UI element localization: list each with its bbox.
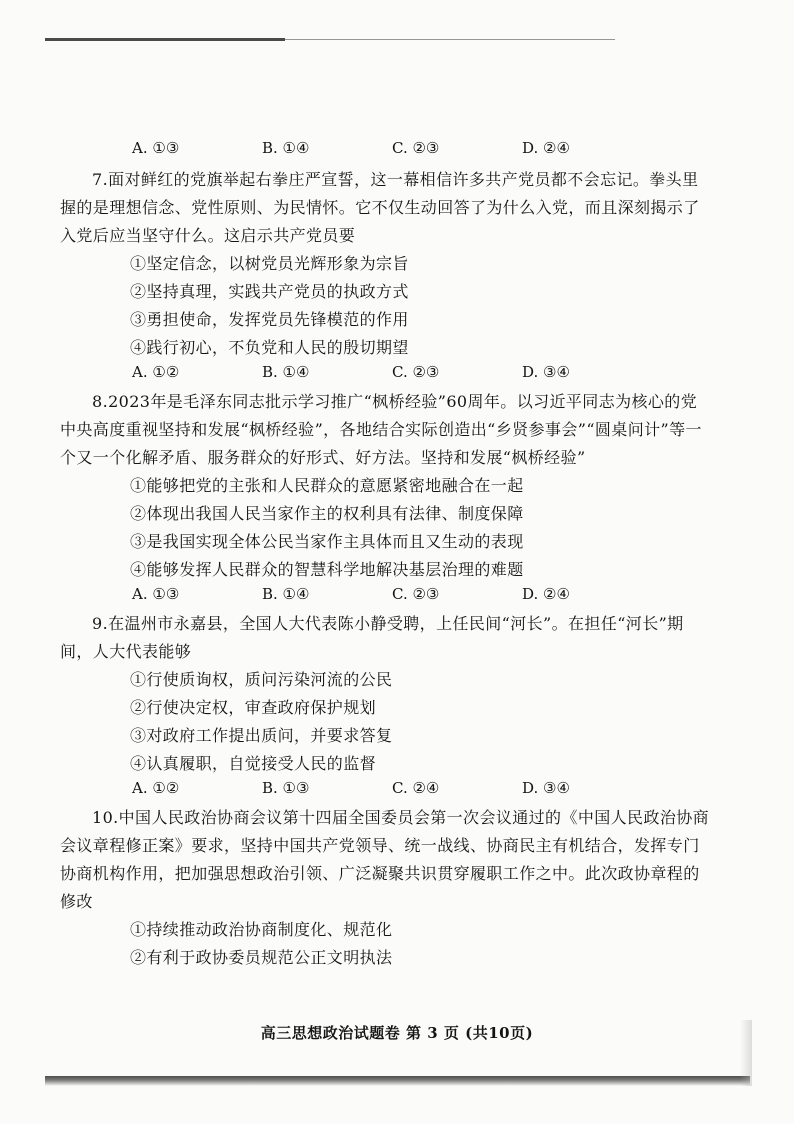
q7-item-3: ③勇担使命，发挥党员先锋模范的作用 (130, 310, 409, 329)
option-a: A. ①③ (132, 585, 180, 603)
option-a: A. ①② (132, 363, 180, 381)
option-a: A. ①② (132, 779, 180, 797)
q8-item-2: ②体现出我国人民当家作主的权利具有法律、制度保障 (130, 504, 524, 523)
q6-options (132, 138, 710, 158)
q8-item-4: ④能够发挥人民群众的智慧科学地解决基层治理的难题 (130, 560, 524, 579)
q9-options (132, 778, 710, 798)
option-c: C. ②③ (392, 585, 440, 603)
q9-stem: 9.在温州市永嘉县，全国人大代表陈小静受聘，上任民间“河长”。在担任“河长”期间，人大代表能够 (60, 614, 684, 661)
q7-stem: 7.面对鲜红的党旗举起右拳庄严宣誓，这一幕相信许多共产党员都不会忘记。拳头里握的是理想信念、党性原则、为民情怀。它不仅生动回答了为什么入党，而且深刻揭示了入党后应当坚守什么。这启示共产党员要 (60, 170, 700, 245)
q8-item-3: ③是我国实现全体公民当家作主具体而且又生动的表现 (130, 532, 524, 551)
option-d: D. ②④ (522, 585, 570, 603)
q7-item-2: ②坚持真理，实践共产党员的执政方式 (130, 282, 409, 301)
q9-item-2: ②行使决定权，审查政府保护规划 (130, 698, 377, 717)
q7-item-4: ④践行初心，不负党和人民的殷切期望 (130, 338, 409, 357)
q8-options (132, 584, 710, 604)
top-rule (45, 38, 285, 41)
q9-item-3: ③对政府工作提出质问，并要求答复 (130, 726, 393, 745)
q10-item-1: ①持续推动政治协商制度化、规范化 (130, 920, 393, 939)
q8-item-1: ①能够把党的主张和人民群众的意愿紧密地融合在一起 (130, 476, 524, 495)
page-footer: 高三思想政治试题卷 第 3 页 (共10页) (260, 1024, 534, 1042)
scan-shadow-corner (740, 1020, 752, 1086)
option-d: D. ②④ (522, 139, 570, 157)
q9-item-1: ①行使质询权，质问污染河流的公民 (130, 670, 393, 689)
option-b: B. ①④ (262, 139, 310, 157)
top-rule-thin (285, 39, 615, 40)
q7-options (132, 362, 710, 382)
question-content (60, 138, 710, 972)
q7-item-1: ①坚定信念，以树党员光辉形象为宗旨 (130, 254, 409, 273)
option-b: B. ①④ (262, 363, 310, 381)
option-a: A. ①③ (132, 139, 180, 157)
option-b: B. ①③ (262, 779, 310, 797)
scan-shadow-edge (45, 1076, 750, 1086)
q9-item-4: ④认真履职，自觉接受人民的监督 (130, 754, 377, 773)
q10-item-2: ②有利于政协委员规范公正文明执法 (130, 948, 393, 967)
q10-stem: 10.中国人民政治协商会议第十四届全国委员会第一次会议通过的《中国人民政治协商会议章程修正案》要求，坚持中国共产党领导、统一战线、协商民主有机结合，发挥专门协商机构作用，把加强思想政治引领、广泛凝聚共识贯穿履职工作之中。此次政协章程的修改 (60, 808, 710, 911)
option-c: C. ②③ (392, 139, 440, 157)
option-c: C. ②④ (392, 779, 440, 797)
option-d: D. ③④ (522, 779, 570, 797)
option-b: B. ①④ (262, 585, 310, 603)
q8-stem: 8.2023年是毛泽东同志批示学习推广“枫桥经验”60周年。以习近平同志为核心的党中央高度重视坚持和发展“枫桥经验”，各地结合实际创造出“乡贤参事会”“圆桌问计”等一个又一个化解矛盾、服务群众的好形式、好方法。坚持和发展“枫桥经验” (60, 392, 702, 467)
option-d: D. ③④ (522, 363, 570, 381)
option-c: C. ②③ (392, 363, 440, 381)
